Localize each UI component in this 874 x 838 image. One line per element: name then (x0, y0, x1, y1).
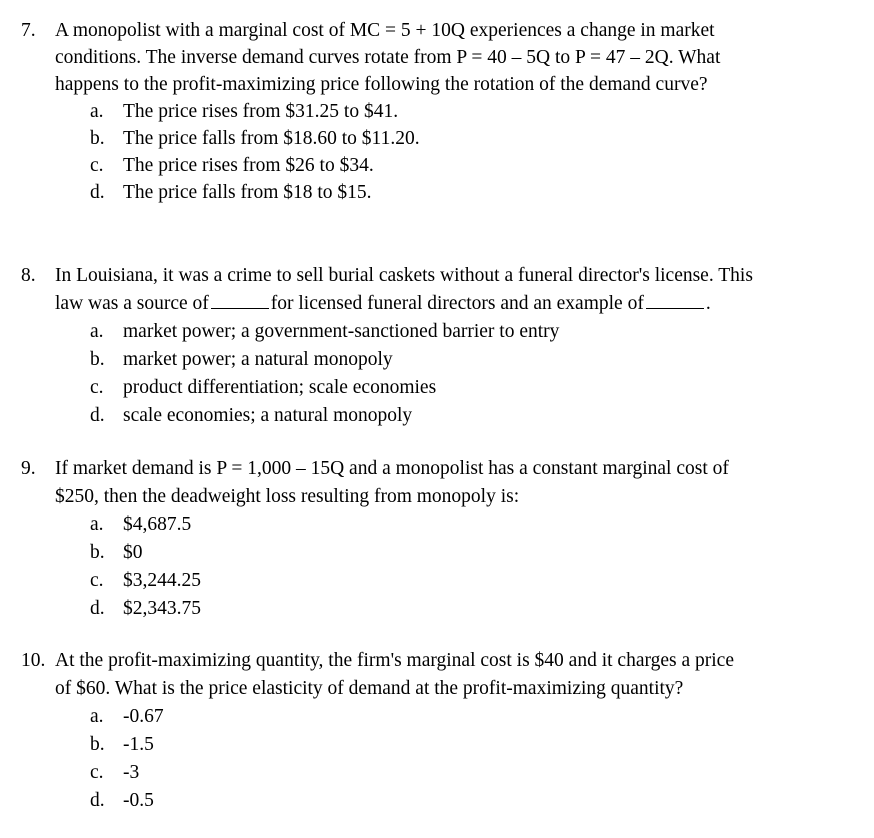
option-text: $0 (123, 542, 143, 563)
option-text: product differentiation; scale economies (123, 377, 437, 398)
question-stem-line: In Louisiana, it was a crime to sell burial caskets without a funeral director's license. This (55, 265, 753, 286)
question-stem-line: At the profit-maximizing quantity, the firm's marginal cost is $40 and it charges a price (55, 650, 734, 671)
question-number: 10. (21, 650, 46, 671)
option-d[interactable] (90, 405, 412, 427)
option-b[interactable] (90, 128, 420, 150)
option-letter: d. (90, 790, 105, 811)
question-stem-line: of $60. What is the price elasticity of demand at the profit-maximizing quantity? (55, 678, 684, 699)
option-text: The price falls from $18 to $15. (123, 182, 372, 203)
option-a[interactable] (90, 514, 191, 536)
question-stem-line: A monopolist with a marginal cost of MC = 5 + 10Q experiences a change in market (55, 20, 715, 41)
option-letter: d. (90, 182, 105, 203)
option-letter: a. (90, 321, 104, 342)
option-text: $2,343.75 (123, 598, 201, 619)
question-stem-line: happens to the profit-maximizing price following the rotation of the demand curve? (55, 74, 708, 95)
option-c[interactable] (90, 155, 374, 177)
option-letter: d. (90, 405, 105, 426)
stem-text: . (705, 293, 711, 314)
question-stem-line: $250, then the deadweight loss resulting from monopoly is: (55, 486, 520, 507)
option-b[interactable] (90, 542, 143, 564)
option-a[interactable] (90, 706, 164, 728)
option-letter: b. (90, 128, 105, 149)
option-letter: d. (90, 598, 105, 619)
question-number: 9. (21, 458, 36, 479)
stem-text: law was a source of (55, 293, 209, 314)
option-letter: a. (90, 706, 104, 727)
option-letter: c. (90, 155, 104, 176)
option-letter: c. (90, 377, 104, 398)
option-text: $4,687.5 (123, 514, 192, 535)
option-text: -0.5 (123, 790, 154, 811)
question-stem-line: conditions. The inverse demand curves rotate from P = 40 – 5Q to P = 47 – 2Q. What (55, 47, 721, 68)
option-letter: c. (90, 762, 104, 783)
option-b[interactable] (90, 349, 393, 371)
option-d[interactable] (90, 598, 201, 620)
stem-text: for licensed funeral directors and an example of (270, 293, 644, 314)
answer-blank (646, 294, 704, 309)
option-text: market power; a government-sanctioned barrier to entry (123, 321, 560, 342)
option-text: $3,244.25 (123, 570, 201, 591)
option-text: scale economies; a natural monopoly (123, 405, 413, 426)
option-letter: c. (90, 570, 104, 591)
option-text: The price falls from $18.60 to $11.20. (123, 128, 420, 149)
question-stem-line-2 (55, 293, 711, 315)
option-b[interactable] (90, 734, 154, 756)
option-a[interactable] (90, 101, 398, 123)
question-stem-line: If market demand is P = 1,000 – 15Q and a monopolist has a constant marginal cost of (55, 458, 729, 479)
option-text: -3 (123, 762, 140, 783)
option-d[interactable] (90, 182, 372, 204)
option-text: -1.5 (123, 734, 154, 755)
question-number: 7. (21, 20, 36, 41)
option-c[interactable] (90, 570, 201, 592)
option-letter: b. (90, 734, 105, 755)
option-text: The price rises from $31.25 to $41. (123, 101, 399, 122)
option-d[interactable] (90, 790, 154, 812)
option-c[interactable] (90, 377, 436, 399)
option-text: -0.67 (123, 706, 164, 727)
option-letter: a. (90, 101, 104, 122)
option-letter: a. (90, 514, 104, 535)
option-a[interactable] (90, 321, 559, 343)
option-text: market power; a natural monopoly (123, 349, 393, 370)
option-c[interactable] (90, 762, 139, 784)
option-letter: b. (90, 542, 105, 563)
option-text: The price rises from $26 to $34. (123, 155, 374, 176)
answer-blank (211, 294, 269, 309)
option-letter: b. (90, 349, 105, 370)
question-number: 8. (21, 265, 36, 286)
